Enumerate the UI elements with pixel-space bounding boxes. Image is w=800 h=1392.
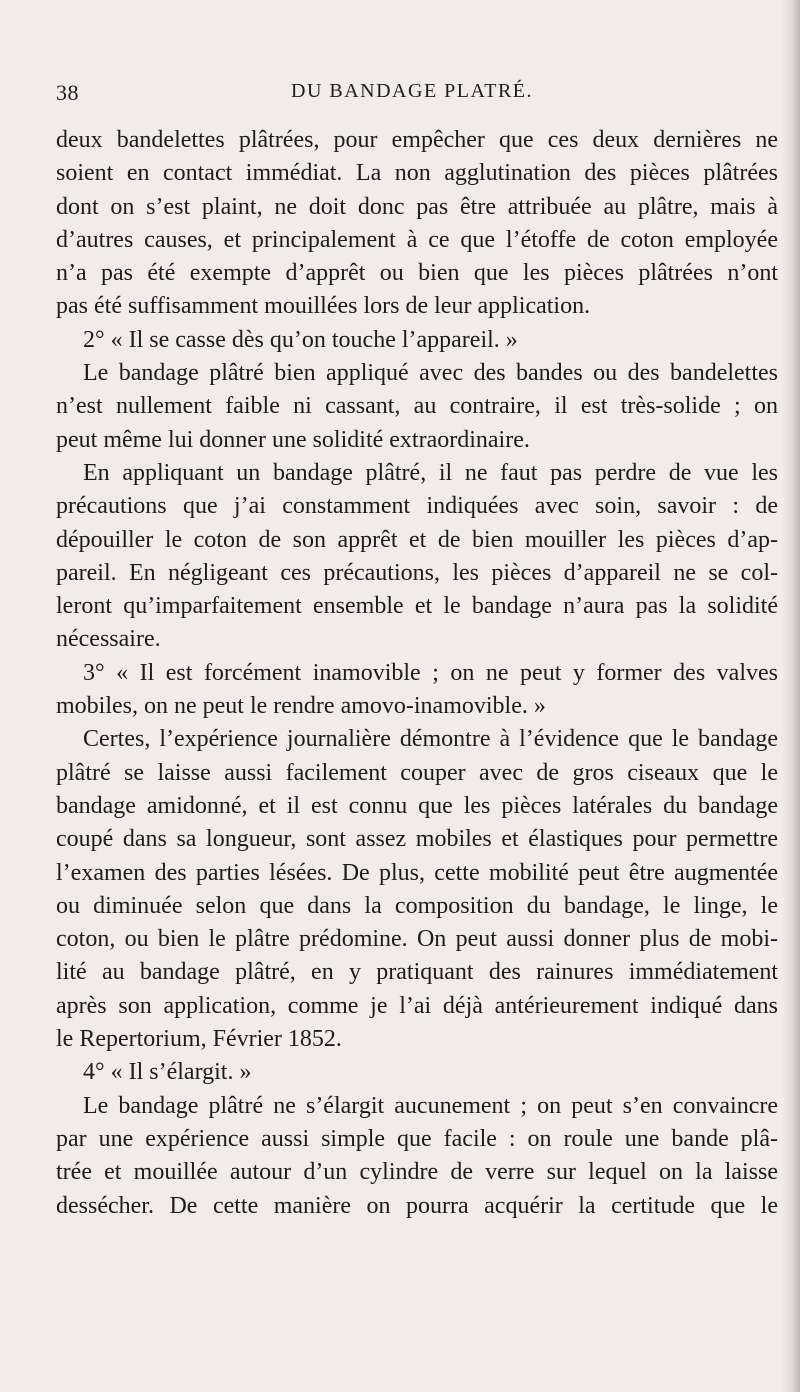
text-line: nécessaire. [56,626,161,653]
text-line: bandage amidonné, et il est connu que les pièces latérales du bandage [56,792,778,819]
text-line: plâtré se laisse aussi facilement couper avec de gros ciseaux que le [56,759,778,786]
text-line: mobiles, on ne peut le rendre amovo-inamovible. » [56,693,546,720]
text-line: pareil. En négligeant ces précautions, les pièces d’appareil ne se col- [56,559,778,586]
text-line: coupé dans sa longueur, sont assez mobiles et élastiques pour permettre [56,826,778,853]
text-line: coton, ou bien le plâtre prédomine. On peut aussi donner plus de mobi- [56,926,778,953]
text-line: deux bandelettes plâtrées, pour empêcher que ces deux dernières ne [56,127,778,153]
text-line: 3° « Il est forcément inamovible ; on ne peut y former des valves [83,659,778,686]
text-line: trée et mouillée autour d’un cylindre de verre sur lequel on la laisse [56,1159,778,1186]
page-header [56,80,768,120]
text-line: l’examen des parties lésées. De plus, cette mobilité peut être augmentée [56,859,778,886]
text-line: précautions que j’ai constamment indiquées avec soin, savoir : de [56,493,778,520]
text-line: le Repertorium, Février 1852. [56,1026,342,1053]
text-line: lité au bandage plâtré, en y pratiquant des rainures immédiatement [56,959,778,986]
text-line: par une expérience aussi simple que facile : on roule une bande plâ- [56,1125,778,1152]
text-line: Le bandage plâtré ne s’élargit aucunement ; on peut s’en convaincre [83,1092,778,1119]
text-line: peut même lui donner une solidité extraordinaire. [56,426,530,453]
page-edge-shadow [782,0,800,1392]
text-line: Le bandage plâtré bien appliqué avec des bandes ou des bandelettes [83,360,778,387]
text-line: d’autres causes, et principalement à ce que l’étoffe de coton employée [56,226,778,253]
text-line: Certes, l’expérience journalière démontre à l’évidence que le bandage [83,726,778,753]
running-title: DU BANDAGE PLATRÉ. [291,80,533,102]
page-number: 38 [56,80,79,105]
text-line: dont on s’est plaint, ne doit donc pas être attribuée au plâtre, mais à [56,193,778,220]
text-line: après son application, comme je l’ai déjà antérieurement indiqué dans [56,992,778,1019]
text-line: dessécher. De cette manière on pourra acquérir la certitude que le [56,1192,778,1219]
text-line: leront qu’imparfaitement ensemble et le bandage n’aura pas la solidité [56,593,778,620]
text-line: dépouiller le coton de son apprêt et de bien mouiller les pièces d’ap- [56,526,778,553]
text-line: ou diminuée selon que dans la composition du bandage, le linge, le [56,892,778,919]
body-text [56,124,778,1223]
text-line: 2° « Il se casse dès qu’on touche l’appareil. » [83,326,518,353]
text-line: En appliquant un bandage plâtré, il ne faut pas perdre de vue les [83,459,778,486]
text-line: pas été suffisamment mouillées lors de leur application. [56,293,591,320]
text-line: n’est nullement faible ni cassant, au contraire, il est très-solide ; on [56,393,778,420]
text-line: soient en contact immédiat. La non agglutination des pièces plâtrées [56,160,778,187]
text-line: n’a pas été exempte d’apprêt ou bien que les pièces plâtrées n’ont [56,260,778,287]
text-line: 4° « Il s’élargit. » [83,1059,252,1086]
